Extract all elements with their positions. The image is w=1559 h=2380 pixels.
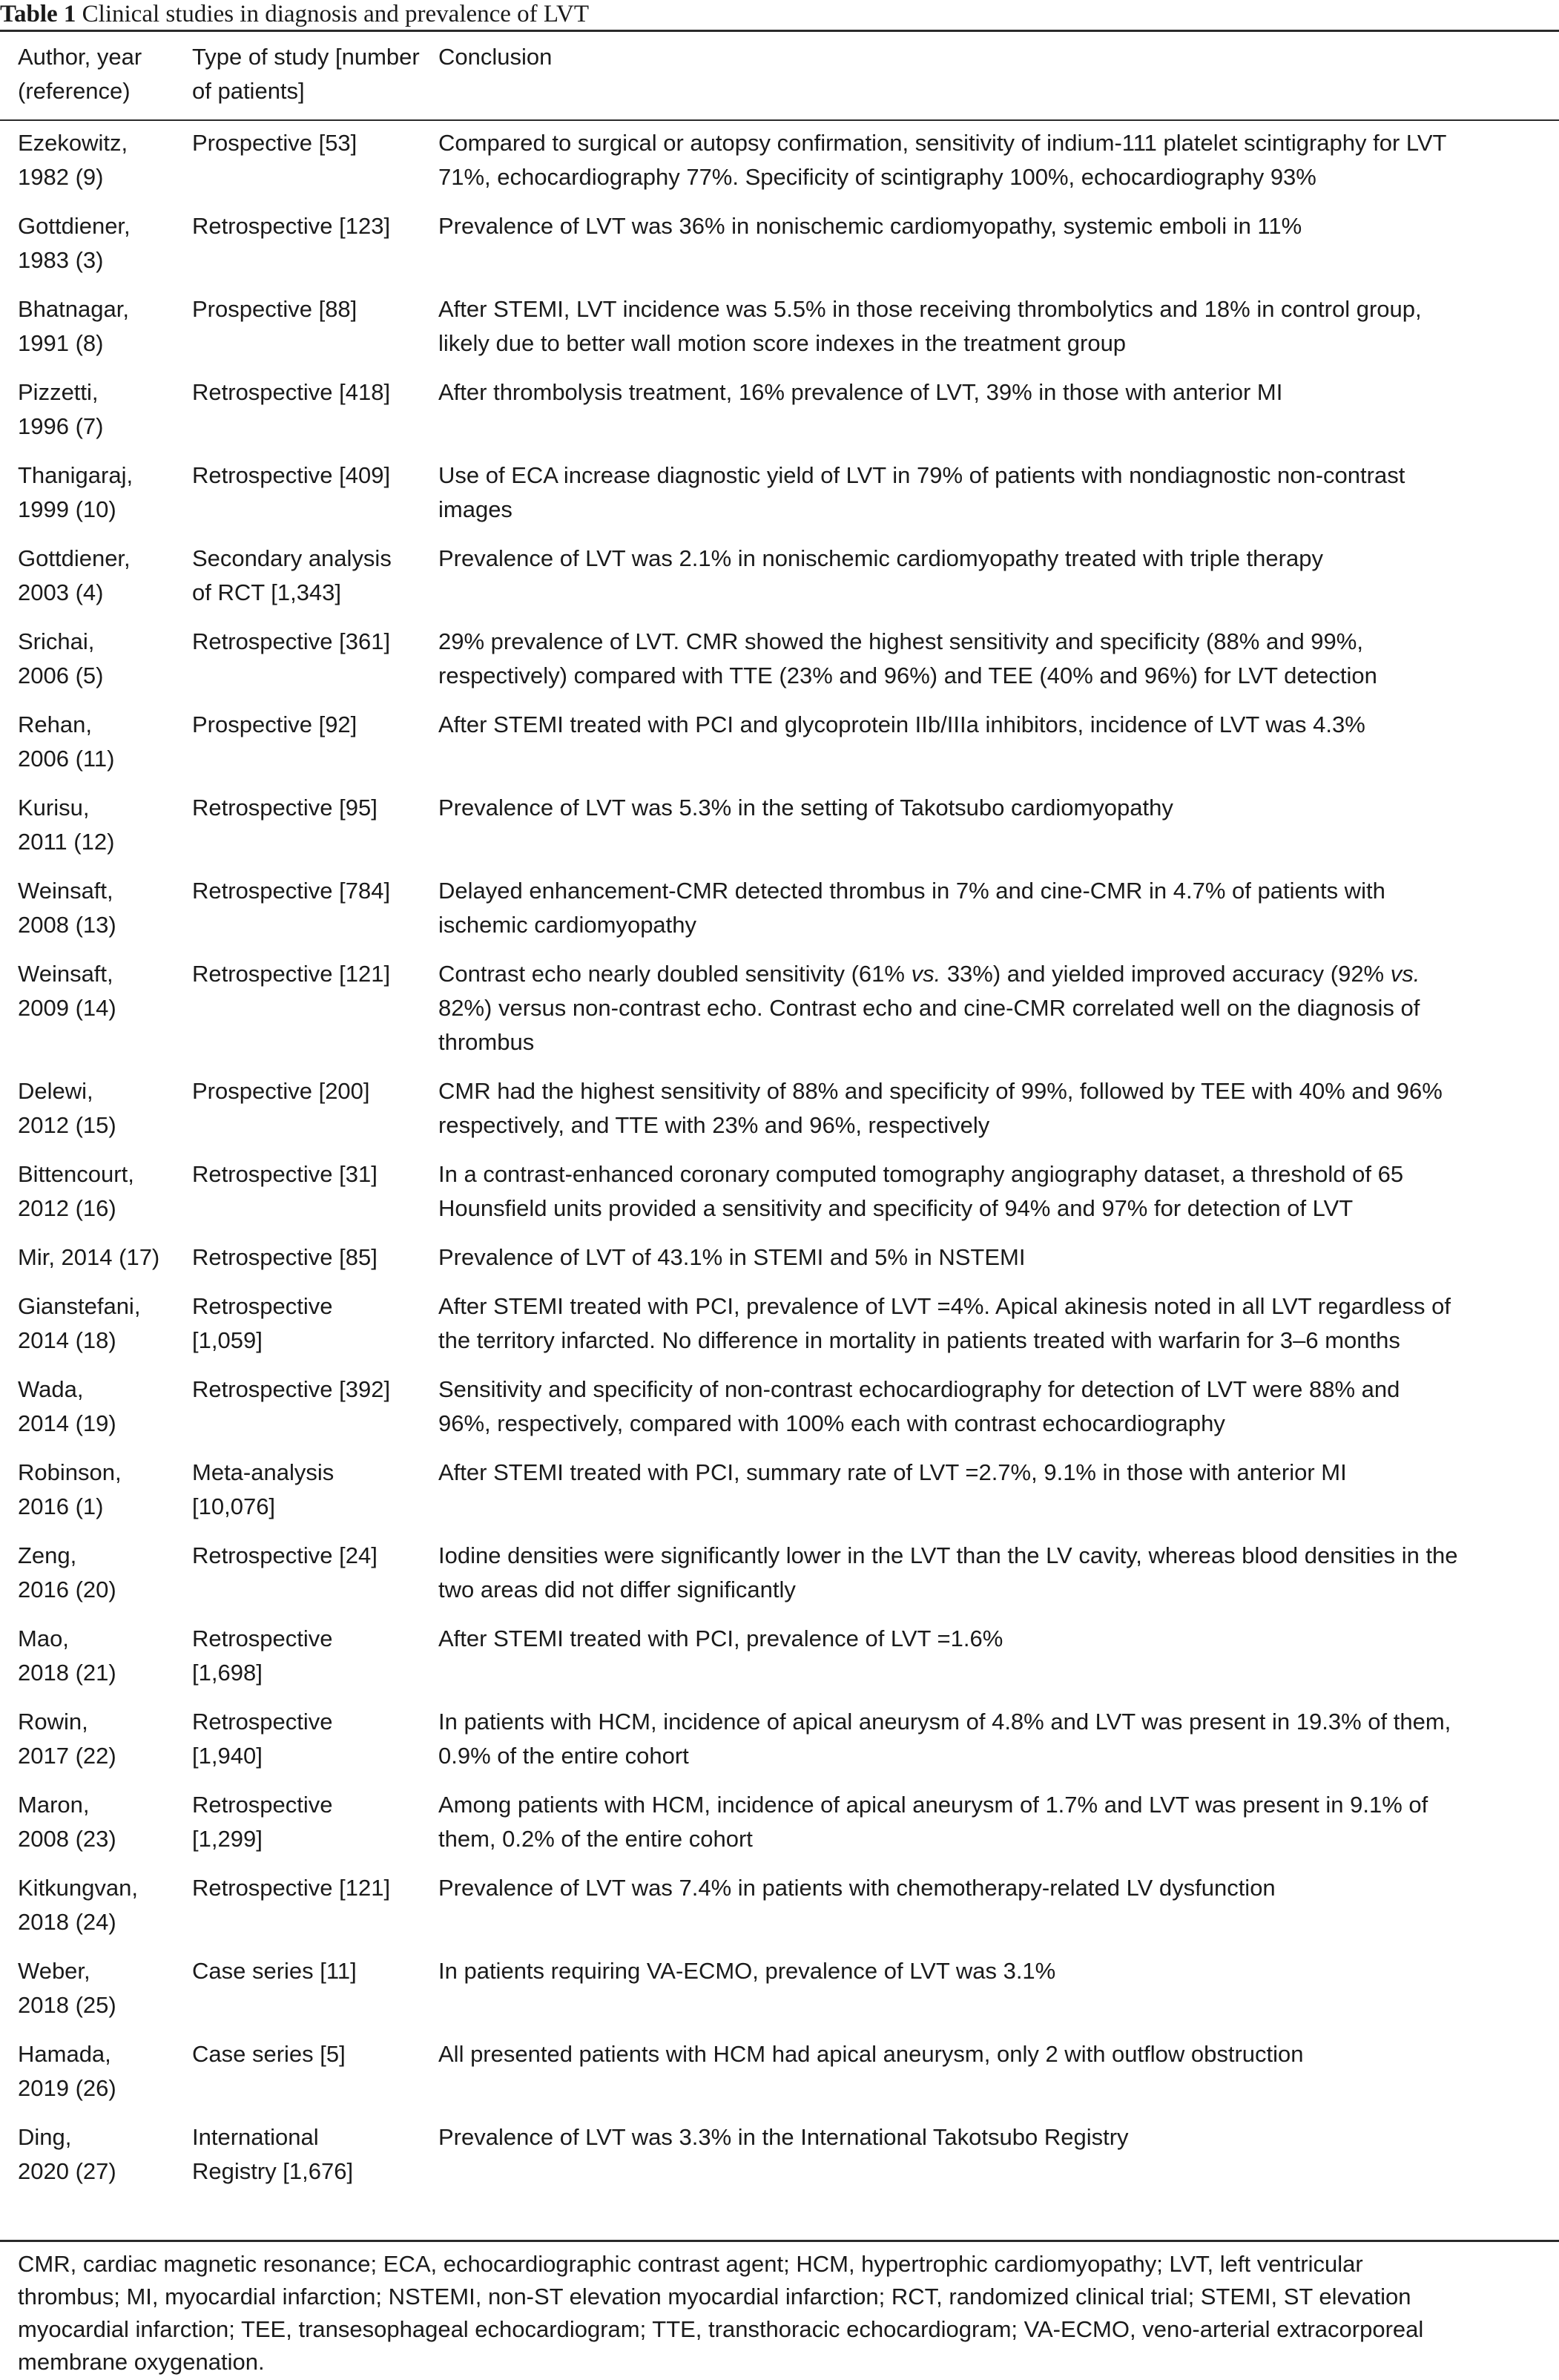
table-row xyxy=(0,292,1559,375)
cell-study-type xyxy=(192,708,437,742)
cell-conclusion-line: Delayed enhancement-CMR detected thrombus in 7% and cine-CMR in 4.7% of patients with xyxy=(438,878,1385,904)
cell-study-type xyxy=(192,1539,437,1573)
cell-author xyxy=(18,1705,188,1773)
cell-author-line: 2020 (27) xyxy=(18,2158,116,2184)
cell-conclusion xyxy=(438,1788,1551,1856)
table-row xyxy=(0,2037,1559,2120)
cell-conclusion-line: Hounsfield units provided a sensitivity and specificity of 94% and 97% for detection of LVT xyxy=(438,1195,1354,1221)
table-row xyxy=(0,209,1559,292)
cell-author-line: 1983 (3) xyxy=(18,247,104,273)
cell-author-line: 2016 (1) xyxy=(18,1493,104,1519)
cell-author xyxy=(18,708,188,776)
cell-conclusion-line: the territory infarcted. No difference in mortality in patients treated with warfarin for 3–6 months xyxy=(438,1327,1400,1353)
table-row xyxy=(0,126,1559,209)
cell-study-type xyxy=(192,2120,437,2189)
cell-author-line: 2008 (13) xyxy=(18,912,116,938)
cell-conclusion xyxy=(438,625,1551,693)
cell-conclusion-line: Prevalence of LVT was 5.3% in the setting of Takotsubo cardiomyopathy xyxy=(438,795,1173,821)
cell-study-type-line: Registry [1,676] xyxy=(192,2158,354,2184)
cell-author-line: Srichai, xyxy=(18,628,95,654)
table-row xyxy=(0,957,1559,1074)
cell-study-type-line: Prospective [88] xyxy=(192,296,357,322)
footnote-line: CMR, cardiac magnetic resonance; ECA, echocardiographic contrast agent; HCM, hypertrophic cardiomyopathy; LVT, left ventricular xyxy=(18,2251,1363,2277)
cell-study-type-line: Case series [5] xyxy=(192,2041,346,2067)
cell-author-line: Delewi, xyxy=(18,1078,93,1104)
cell-author-line: 2006 (5) xyxy=(18,663,104,688)
cell-author-line: Gianstefani, xyxy=(18,1293,141,1319)
cell-study-type-line: Retrospective xyxy=(192,1792,333,1818)
cell-author-line: Maron, xyxy=(18,1792,90,1818)
cell-author-line: Weinsaft, xyxy=(18,878,113,904)
cell-author-line: 2014 (18) xyxy=(18,1327,116,1353)
header-author xyxy=(18,40,188,108)
cell-author xyxy=(18,1954,188,2022)
cell-study-type xyxy=(192,1240,437,1275)
table-row xyxy=(0,1788,1559,1871)
cell-conclusion xyxy=(438,1289,1551,1358)
cell-author-line: Ding, xyxy=(18,2124,72,2150)
table-row xyxy=(0,874,1559,957)
cell-study-type-line: Prospective [53] xyxy=(192,130,357,156)
cell-conclusion xyxy=(438,2120,1551,2154)
cell-author-line: Thanigaraj, xyxy=(18,462,134,488)
cell-author-line: 2008 (23) xyxy=(18,1826,116,1852)
cell-author-line: 2018 (25) xyxy=(18,1992,116,2018)
table-row xyxy=(0,1954,1559,2037)
cell-study-type xyxy=(192,1157,437,1191)
cell-conclusion xyxy=(438,458,1551,527)
cell-author xyxy=(18,625,188,693)
cell-author-line: 1999 (10) xyxy=(18,496,116,522)
cell-study-type xyxy=(192,375,437,410)
table-row xyxy=(0,625,1559,708)
cell-conclusion-line: In patients requiring VA-ECMO, prevalence of LVT was 3.1% xyxy=(438,1958,1056,1984)
table-row xyxy=(0,1456,1559,1539)
cell-study-type xyxy=(192,1373,437,1407)
cell-conclusion xyxy=(438,1622,1551,1656)
cell-conclusion-line: Among patients with HCM, incidence of apical aneurysm of 1.7% and LVT was present in 9.1% of xyxy=(438,1792,1428,1818)
cell-author-line: Mir, 2014 (17) xyxy=(18,1244,160,1270)
cell-conclusion xyxy=(438,1074,1551,1143)
cell-author-line: 1991 (8) xyxy=(18,330,104,356)
header-author-line: (reference) xyxy=(18,78,131,104)
cell-study-type xyxy=(192,1074,437,1108)
cell-author xyxy=(18,542,188,610)
cell-author-line: Gottdiener, xyxy=(18,545,131,571)
cell-conclusion xyxy=(438,1157,1551,1226)
table-header xyxy=(0,40,1559,114)
cell-author-line: Mao, xyxy=(18,1625,69,1651)
table-row xyxy=(0,1240,1559,1289)
table-header-rule xyxy=(0,119,1559,121)
cell-author-line: Bittencourt, xyxy=(18,1161,134,1187)
cell-study-type xyxy=(192,1954,437,1988)
cell-conclusion xyxy=(438,1705,1551,1773)
cell-author-line: 2016 (20) xyxy=(18,1577,116,1602)
cell-conclusion-line: Compared to surgical or autopsy confirmation, sensitivity of indium-111 platelet scintigraphy for LVT xyxy=(438,130,1447,156)
cell-author xyxy=(18,375,188,444)
cell-author xyxy=(18,1539,188,1607)
cell-study-type-line: Retrospective [121] xyxy=(192,1875,391,1901)
cell-author-line: Weinsaft, xyxy=(18,961,113,987)
cell-study-type-line: Retrospective [31] xyxy=(192,1161,378,1187)
cell-study-type-line: Retrospective xyxy=(192,1293,333,1319)
cell-conclusion-line: In a contrast-enhanced coronary computed tomography angiography dataset, a threshold of 65 xyxy=(438,1161,1404,1187)
cell-study-type-line: [1,940] xyxy=(192,1743,263,1769)
cell-author-line: Bhatnagar, xyxy=(18,296,129,322)
cell-study-type-line: [10,076] xyxy=(192,1493,276,1519)
cell-conclusion-line: 0.9% of the entire cohort xyxy=(438,1743,689,1769)
cell-conclusion-line: respectively) compared with TTE (23% and 96%) and TEE (40% and 96%) for LVT detection xyxy=(438,663,1377,688)
table-row xyxy=(0,375,1559,458)
cell-conclusion xyxy=(438,1539,1551,1607)
table-row xyxy=(0,458,1559,542)
cell-author-line: 1996 (7) xyxy=(18,413,104,439)
cell-conclusion-line: After STEMI treated with PCI, prevalence of LVT =4%. Apical akinesis noted in all LVT regardless of xyxy=(438,1293,1451,1319)
cell-conclusion-line: All presented patients with HCM had apical aneurysm, only 2 with outflow obstruction xyxy=(438,2041,1304,2067)
cell-author xyxy=(18,458,188,527)
cell-author-line: Gottdiener, xyxy=(18,213,131,239)
cell-author-line: Pizzetti, xyxy=(18,379,99,405)
cell-conclusion xyxy=(438,791,1551,825)
cell-study-type-line: Retrospective [123] xyxy=(192,213,391,239)
cell-study-type-line: Retrospective [418] xyxy=(192,379,391,405)
cell-author-line: Rehan, xyxy=(18,711,92,737)
cell-author-line: 2006 (11) xyxy=(18,746,115,772)
cell-study-type-line: Retrospective xyxy=(192,1709,333,1735)
cell-study-type-line: Retrospective xyxy=(192,1625,333,1651)
cell-author xyxy=(18,1456,188,1524)
cell-author-line: 2009 (14) xyxy=(18,995,116,1021)
footnote-line: myocardial infarction; TEE, transesophageal echocardiogram; TTE, transthoracic echocardiogram; VA-ECMO, veno-arterial extracorporeal xyxy=(18,2316,1424,2342)
cell-conclusion-line: Iodine densities were significantly lower in the LVT than the LV cavity, whereas blood densities in the xyxy=(438,1542,1458,1568)
cell-study-type-line: Prospective [200] xyxy=(192,1078,370,1104)
table-row xyxy=(0,1373,1559,1456)
cell-conclusion xyxy=(438,1373,1551,1441)
cell-author xyxy=(18,1240,188,1275)
cell-author xyxy=(18,1622,188,1690)
table-row xyxy=(0,542,1559,625)
cell-author-line: Weber, xyxy=(18,1958,90,1984)
cell-author xyxy=(18,2037,188,2105)
cell-study-type-line: [1,698] xyxy=(192,1660,263,1686)
cell-author xyxy=(18,1157,188,1226)
cell-study-type xyxy=(192,957,437,991)
table-caption-text: Clinical studies in diagnosis and prevalence of LVT xyxy=(82,1,590,27)
cell-study-type xyxy=(192,458,437,493)
cell-conclusion-line: After STEMI, LVT incidence was 5.5% in those receiving thrombolytics and 18% in control group, xyxy=(438,296,1422,322)
table-row xyxy=(0,2120,1559,2203)
header-conclusion xyxy=(438,40,1551,74)
cell-author xyxy=(18,209,188,277)
cell-conclusion-line: 96%, respectively, compared with 100% each with contrast echocardiography xyxy=(438,1410,1225,1436)
cell-conclusion-line: Prevalence of LVT was 2.1% in nonischemic cardiomyopathy treated with triple therapy xyxy=(438,545,1323,571)
cell-author-line: 2018 (24) xyxy=(18,1909,116,1935)
cell-study-type xyxy=(192,126,437,160)
cell-conclusion-line: images xyxy=(438,496,512,522)
cell-conclusion-line: Prevalence of LVT was 36% in nonischemic cardiomyopathy, systemic emboli in 11% xyxy=(438,213,1302,239)
cell-study-type xyxy=(192,1788,437,1856)
cell-conclusion-line: respectively, and TTE with 23% and 96%, respectively xyxy=(438,1112,990,1138)
cell-author xyxy=(18,2120,188,2189)
table-bottom-rule xyxy=(0,2240,1559,2242)
cell-conclusion-line: After STEMI treated with PCI, prevalence of LVT =1.6% xyxy=(438,1625,1003,1651)
cell-conclusion-line: two areas did not differ significantly xyxy=(438,1577,796,1602)
cell-conclusion xyxy=(438,292,1551,361)
cell-conclusion-line: Prevalence of LVT was 7.4% in patients with chemotherapy-related LV dysfunction xyxy=(438,1875,1276,1901)
cell-study-type xyxy=(192,542,437,610)
cell-author xyxy=(18,1373,188,1441)
cell-author xyxy=(18,1289,188,1358)
cell-conclusion xyxy=(438,1240,1551,1275)
cell-study-type-line: Meta-analysis xyxy=(192,1459,334,1485)
cell-author-line: Robinson, xyxy=(18,1459,122,1485)
cell-conclusion xyxy=(438,708,1551,742)
table-body xyxy=(0,126,1559,2203)
table-caption xyxy=(0,0,1559,28)
header-type-line: [number of patients] xyxy=(192,44,420,104)
cell-author xyxy=(18,1788,188,1856)
cell-author xyxy=(18,874,188,942)
cell-conclusion xyxy=(438,957,1551,1059)
cell-conclusion xyxy=(438,1456,1551,1490)
cell-study-type xyxy=(192,1289,437,1358)
cell-author-line: Zeng, xyxy=(18,1542,77,1568)
cell-conclusion xyxy=(438,126,1551,194)
cell-author xyxy=(18,791,188,859)
cell-conclusion-line: them, 0.2% of the entire cohort xyxy=(438,1826,753,1852)
cell-conclusion-line: 71%, echocardiography 77%. Specificity of scintigraphy 100%, echocardiography 93% xyxy=(438,164,1316,190)
cell-author-line: Rowin, xyxy=(18,1709,88,1735)
table-caption-label: Table 1 xyxy=(0,1,76,27)
cell-conclusion-line: 82%) versus non-contrast echo. Contrast echo and cine-CMR correlated well on the diagnosis of xyxy=(438,995,1420,1021)
table-row xyxy=(0,1871,1559,1954)
cell-author xyxy=(18,1871,188,1939)
cell-author-line: 2014 (19) xyxy=(18,1410,116,1436)
cell-study-type-line: Retrospective [392] xyxy=(192,1376,391,1402)
versus-abbrev: vs. xyxy=(911,961,941,987)
cell-study-type xyxy=(192,2037,437,2071)
cell-study-type xyxy=(192,1705,437,1773)
cell-study-type-line: Retrospective [409] xyxy=(192,462,391,488)
cell-author-line: Kitkungvan, xyxy=(18,1875,138,1901)
table-row xyxy=(0,708,1559,791)
cell-author xyxy=(18,957,188,1025)
cell-author-line: 1982 (9) xyxy=(18,164,104,190)
cell-conclusion-line: Contrast echo nearly doubled sensitivity (61% vs. 33%) and yielded improved accuracy (92% vs. xyxy=(438,961,1420,987)
cell-conclusion-line: Prevalence of LVT of 43.1% in STEMI and 5% in NSTEMI xyxy=(438,1244,1026,1270)
cell-study-type-line: Case series [11] xyxy=(192,1958,357,1984)
header-author-line: Author, year xyxy=(18,44,142,70)
table-row xyxy=(0,1539,1559,1622)
cell-conclusion-line: After STEMI treated with PCI and glycoprotein IIb/IIIa inhibitors, incidence of LVT was 4.3% xyxy=(438,711,1365,737)
cell-study-type-line: Retrospective [85] xyxy=(192,1244,378,1270)
cell-conclusion-line: thrombus xyxy=(438,1029,535,1055)
table-row xyxy=(0,1157,1559,1240)
table-row xyxy=(0,1705,1559,1788)
cell-author xyxy=(18,292,188,361)
header-type-line: Type of study xyxy=(192,44,329,70)
cell-study-type-line: Retrospective [121] xyxy=(192,961,391,987)
cell-author-line: Kurisu, xyxy=(18,795,90,821)
cell-study-type xyxy=(192,209,437,243)
cell-author-line: 2019 (26) xyxy=(18,2075,116,2101)
cell-author-line: Hamada, xyxy=(18,2041,111,2067)
table-footnote xyxy=(18,2248,1550,2379)
cell-conclusion xyxy=(438,375,1551,410)
cell-conclusion-line: After thrombolysis treatment, 16% prevalence of LVT, 39% in those with anterior MI xyxy=(438,379,1283,405)
cell-conclusion xyxy=(438,1954,1551,1988)
cell-conclusion xyxy=(438,209,1551,243)
cell-conclusion-line: CMR had the highest sensitivity of 88% and specificity of 99%, followed by TEE with 40% and 96% xyxy=(438,1078,1443,1104)
table-row xyxy=(0,1074,1559,1157)
cell-study-type xyxy=(192,292,437,326)
cell-conclusion-line: After STEMI treated with PCI, summary rate of LVT =2.7%, 9.1% in those with anterior MI xyxy=(438,1459,1347,1485)
footnote-line: membrane oxygenation. xyxy=(18,2349,265,2375)
cell-conclusion-line: likely due to better wall motion score indexes in the treatment group xyxy=(438,330,1127,356)
table-row xyxy=(0,1622,1559,1705)
cell-author-line: 2017 (22) xyxy=(18,1743,116,1769)
cell-study-type xyxy=(192,1622,437,1690)
cell-author-line: Ezekowitz, xyxy=(18,130,128,156)
header-conclusion-line: Conclusion xyxy=(438,44,553,70)
cell-study-type xyxy=(192,1871,437,1905)
header-type xyxy=(192,40,437,108)
cell-author xyxy=(18,126,188,194)
cell-study-type-line: Secondary analysis xyxy=(192,545,392,571)
cell-conclusion xyxy=(438,2037,1551,2071)
cell-author-line: 2011 (12) xyxy=(18,829,115,855)
cell-study-type-line: of RCT [1,343] xyxy=(192,579,342,605)
cell-study-type-line: Prospective [92] xyxy=(192,711,357,737)
cell-study-type xyxy=(192,625,437,659)
cell-conclusion xyxy=(438,542,1551,576)
table-row xyxy=(0,791,1559,874)
cell-author xyxy=(18,1074,188,1143)
cell-author-line: Wada, xyxy=(18,1376,84,1402)
cell-study-type-line: Retrospective [784] xyxy=(192,878,391,904)
cell-conclusion-line: Sensitivity and specificity of non-contrast echocardiography for detection of LVT were 88% and xyxy=(438,1376,1400,1402)
cell-conclusion xyxy=(438,1871,1551,1905)
cell-author-line: 2012 (16) xyxy=(18,1195,116,1221)
cell-study-type xyxy=(192,791,437,825)
cell-study-type-line: Retrospective [361] xyxy=(192,628,391,654)
cell-author-line: 2012 (15) xyxy=(18,1112,116,1138)
table-row xyxy=(0,1289,1559,1373)
versus-abbrev: vs. xyxy=(1390,961,1420,987)
cell-study-type-line: [1,299] xyxy=(192,1826,263,1852)
cell-conclusion-line: Use of ECA increase diagnostic yield of LVT in 79% of patients with nondiagnostic non-contrast xyxy=(438,462,1405,488)
cell-author-line: 2018 (21) xyxy=(18,1660,116,1686)
cell-conclusion-line: ischemic cardiomyopathy xyxy=(438,912,697,938)
cell-study-type-line: [1,059] xyxy=(192,1327,263,1353)
cell-conclusion-line: Prevalence of LVT was 3.3% in the International Takotsubo Registry xyxy=(438,2124,1129,2150)
cell-study-type xyxy=(192,1456,437,1524)
cell-author-line: 2003 (4) xyxy=(18,579,104,605)
cell-conclusion xyxy=(438,874,1551,942)
table-top-rule xyxy=(0,30,1559,32)
cell-conclusion-line: 29% prevalence of LVT. CMR showed the highest sensitivity and specificity (88% and 99%, xyxy=(438,628,1363,654)
cell-conclusion-line: In patients with HCM, incidence of apical aneurysm of 4.8% and LVT was present in 19.3% of them, xyxy=(438,1709,1451,1735)
cell-study-type-line: Retrospective [24] xyxy=(192,1542,378,1568)
cell-study-type-line: Retrospective [95] xyxy=(192,795,378,821)
cell-study-type-line: International xyxy=(192,2124,319,2150)
footnote-line: thrombus; MI, myocardial infarction; NSTEMI, non-ST elevation myocardial infarction; RCT, randomized clinical trial; STEMI, ST elevation xyxy=(18,2284,1411,2310)
cell-study-type xyxy=(192,874,437,908)
